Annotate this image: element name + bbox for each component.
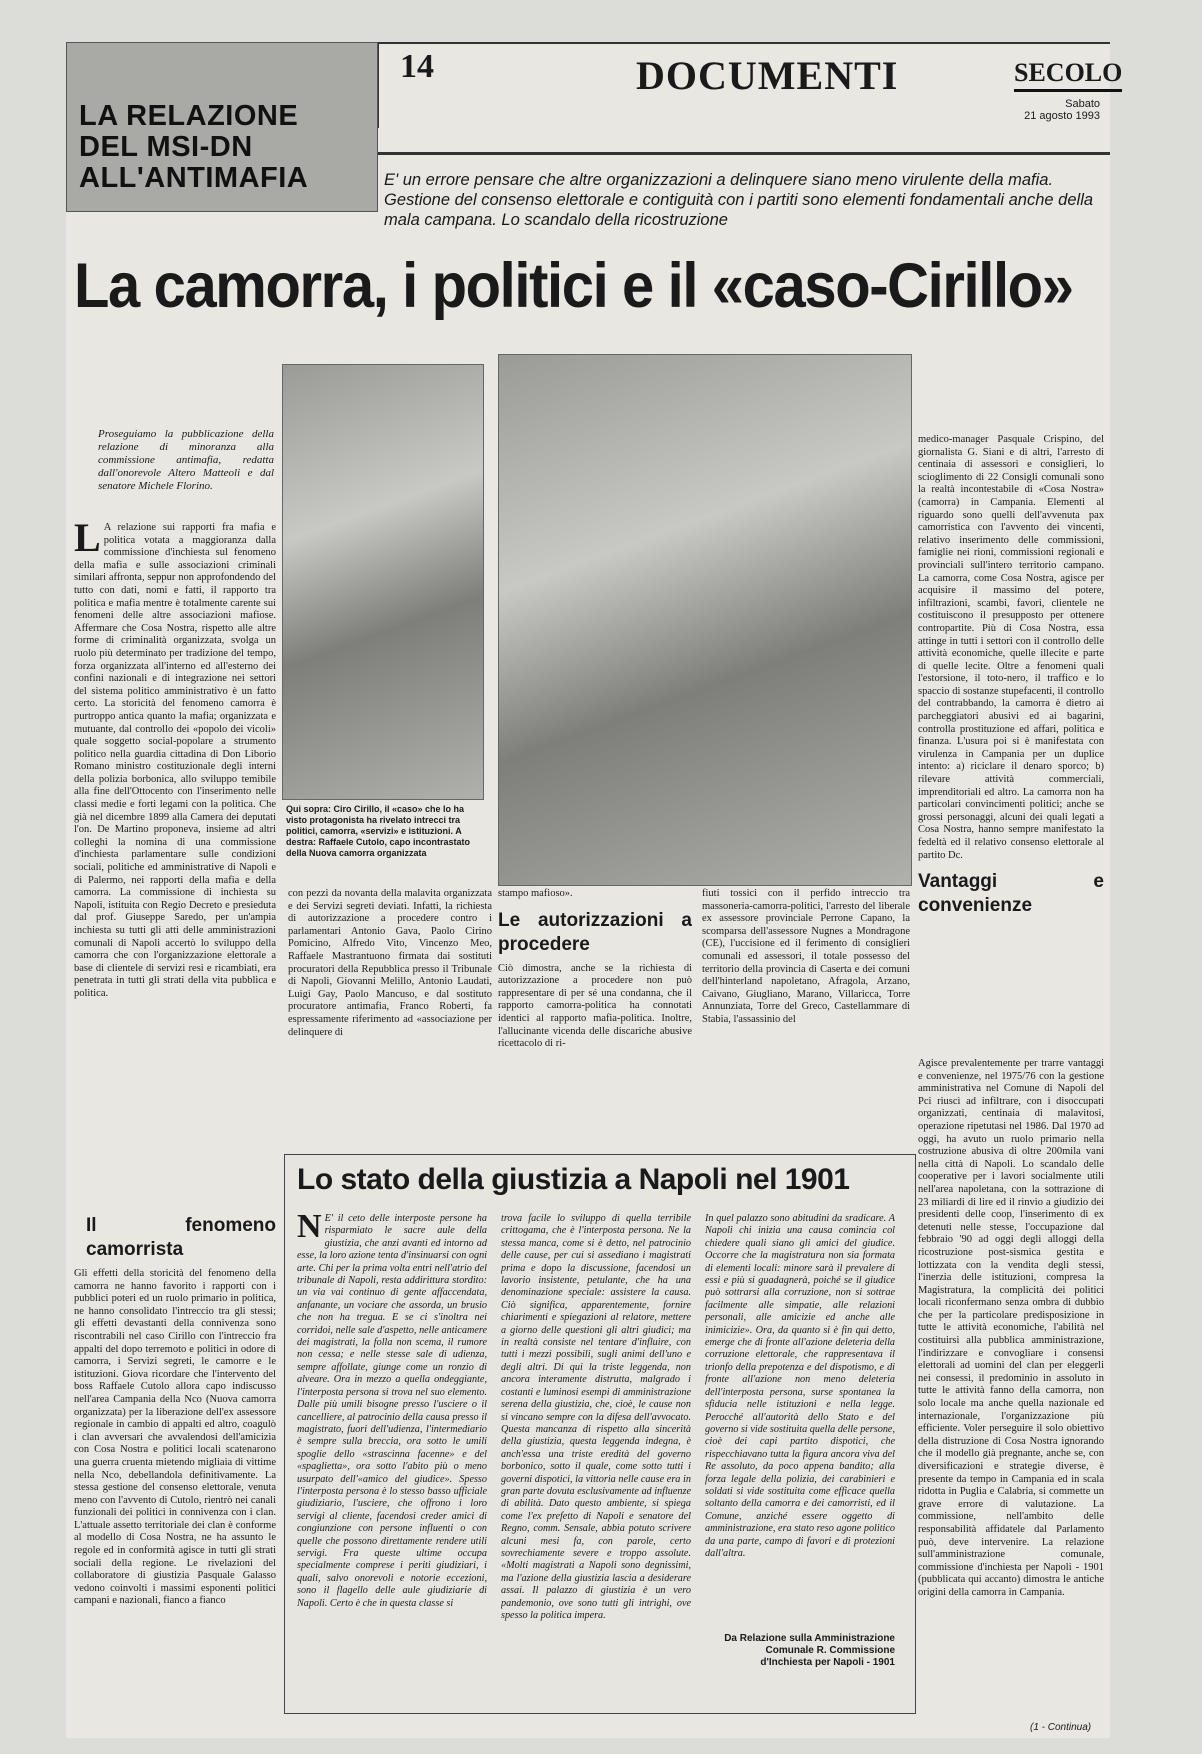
continued-note: (1 - Continua) [1030,1722,1092,1733]
box-column-1 [297,1213,487,1703]
sidebar-box-1901 [284,1154,916,1714]
section-title: DOCUMENTI [636,53,899,98]
article-column-1b [74,1206,276,1726]
article-column-5b: Agisce prevalentemente per trarre vantaggi e convenienze, nel 1975/76 con la gestione amministrativa nel Comune di Napoli del Pci riuscì ad infiltrare, con i disoccupati organizzati, centinaia di malavitosi, operazione ripetutasi nel 1986. Dal 1970 ad oggi, ha avuto un ruolo primario nella costruzione abusiva di oltre 200mila vani nella città di Napoli. Lo scandalo delle cooperative per i lavori socialmente utili nell'area napoletana, con la sottrazione di 23 miliardi di lire ed il rinvio a giudizio dei presidenti delle coop, l'inserimento di ex detenuti nelle stesse, l'occupazione dal febbraio '90 ad oggi degli alloggi della ricostruzione post-sismica gestita e lottizzata con la vendita degli stessi, l'inerzia delle istituzioni, compresa la Magistratura, la complicità dei politici locali riconfermano senza ombra di dubbio che per la particolare predisposizione in tutte le attività economiche, l'abilità nel costituirsi alla pubblica amministrazione, l'indirizzare e convogliare i consensi elettorali ad uomini del clan per eleggerli nei consessi, il predominio in assoluto in tutte le attività fanno della camorra, non solo locale ma anche quella nazionale ed internazionale, l'organizzazione più efficiente. Voler perseguire il solo obiettivo della distruzione di Cosa Nostra ignorando che il modello già pregnante, anche se, con diversificazioni e strategie diverse, è presente da tempo in Campania ed in scala ridotta in Puglia e Calabria, si commette un grave errore di valutazione. La commissione, nell'ambito delle responsabilità affidatele dal Parlamento può, deve intervenire. La relazione sull'amministrazione comunale, commissione d'inchiesta per Napoli - 1901 (pubblicata qui accanto) dimostra le antiche origini della camorra in Campania. [918,1058,1104,1598]
article-column-1 [74,522,276,1202]
photo-ciro-cirillo [282,364,484,800]
header-divider [378,42,379,128]
box-source: Da Relazione sulla Amministrazione Comunale R. Commissione d'Inchiesta per Napoli - 1901 [724,1633,895,1668]
column-text: medico-manager Pasquale Crispino, del giornalista G. Siani e di altri, l'arresto di centinaia di assessori e consiglieri, lo scioglimento di 22 Consigli comunali sono la realtà incontestabile di «Cosa Nostra» (camorra) in Campania. Elementi al riguardo sono quelli dell'avvenuta pax camorristica con l'avvento dei vincenti, relativo inserimento delle commissioni, famiglie nei rioni, commissioni regionali e provinciali sull'intero territorio campano. La camorra, come Cosa Nostra, agisce per acquisire il massimo del potere, infiltrazioni, scambi, favori, clientele ne costituiscono il presupposto per ottenere contropartite. Più di Cosa Nostra, essa attinge in tutti i settori con il controllo delle attività economiche, quelle illecite e parte di quelle lecite. Oltre a fenomeni quali l'estorsione, il toto-nero, il traffico e lo spaccio di sostanze stupefacenti, il controllo del contrabbando, la camorra è dietro ai parcheggiatori abusivi ed ai bagarini, controlla prostituzione ed affari, politica e finanza. L'usura poi si è manifestata con virulenza in Campania per un duplice intento: a) riciclare il denaro sporco; b) rilevare attività commerciali, imprenditoriali ed altro. La camorra non ha particolari convincimenti politici; anche se grossi personaggi, alcuni dei quali legati a Cosa Nostra, hanno sempre manifestato la fedeltà ed il relativo consenso elettorale al partito Dc. [918,434,1104,861]
column-text: Gli effetti della storicità del fenomeno della camorra ne hanno favorito i rapporti con i pubblici poteri ed un ruolo primario in politica, ne hanno consolidato l'intreccio tra gli stessi; gli effetti devastanti della connivenza sono riscontrabili nel caso Cirillo con l'intreccio fra appalti del dopo terremoto e politici in odore di camorra, i Servizi segreti, le camorre e le istituzioni. Giova ricordare che l'intervento del boss Raffaele Cutolo allora capo indiscusso nell'area Campania della Nco (Nuova camorra organizzata) per la liberazione dell'ex assessore regionale in cambio di appalti ed altro, coagulò i clan avversari che avvalendosi dell'amicizia con Cosa Nostra e politici locali scatenarono una guerra cruenta mietendo migliaia di vittime nella Nco, debellandola definitivamente. La stessa gestione del consenso elettorale, venuta meno con l'avvento di Cutolo, rientrò nei canali funzionali dei politici in connivenza con i clan. L'attuale assetto territoriale dei clan è conforme al modello di Cosa Nostra, ne ha assunto le regole ed in conformità agisce in tutti gli strati sociali della regione. Le rivelazioni del collaboratore di giustizia Pasquale Galasso vedono coinvolti i massimi esponenti politici campani e nazionali, fianco a fianco [74,1268,276,1607]
photo-caption: Qui sopra: Ciro Cirillo, il «caso» che lo ha visto protagonista ha rivelato intrecci tra politici, camorra, «servizi» e istituzioni. A destra: Raffaele Cutolo, capo incontrastato della Nuova camorra organizzata [286,804,471,858]
column-text: E' il ceto delle interposte persone ha risparmiato le sacre aule della giustizia, che anzi avanti ed intorno ad esse, la loro azione tenta d'insinuarsi con ogni arte. Chi per la prima volta entri nell'atrio del tribunale di Napoli, resta addirittura stordito: un via vai continuo di gente affaccendata, anfanante, un vociare che assorda, un brusio che non ha tregua. E se ci s'inoltra nei corridoi, nelle sale d'aspetto, nelle anticamere dei magistrati, la folla non scema, il rumore non cessa; e nelle stesse sale di udienza, sempre affollate, giunge come un ronzio di alveare. Ora in mezzo a quella ondeggiante, l'interposta persona si trova nel suo elemento. Dalle più umili bisogne presso l'usciere o il cancelliere, al patrocinio della causa presso il magistrato, fuori dell'udienza, l'intermediario è sempre sulla breccia, ora sotto le umili spoglie dello «strascinna facenne» e del «spaglietta», ora sotto l'abito più o meno usurpato dell'«amico del giudice». Spesso l'interposta persona è lo stesso basso ufficiale giudiziario, l'usciere, che offrono i loro servigi al cliente, facendosi creder amici di congiunzione con persone influenti o con quelle che possono direttamente rendere utili servigi. Fra queste ultime occupa specialmente comprese i periti giudiziari, i quali, salvo onorevoli e notorie eccezioni, sono il flagello delle aule giudiziarie di Napoli. Certo è che in questa classe si [297,1213,487,1609]
page-number: 14 [400,48,434,85]
kicker-title: LA RELAZIONE DEL MSI-DN ALL'ANTIMAFIA [79,100,309,194]
article-column-2: con pezzi da novanta della malavita organizzata e dei Servizi segreti deviati. Infatti, la richiesta di autorizzazione a procedere contro i parlamentari Antonio Gava, Paolo Cirino Pomicino, Alfredo Vito, Vincenzo Meo, Raffaele Mastrantuono firmata dai sostituti procuratori della Repubblica presso il Tribunale di Napoli, Giovanni Melillo, Antonio Laudati, Luigi Gay, Paolo Mancuso, e dal sostituto procuratore antimafia, Franco Roberti, fa espressamente riferimento ad «associazione per delinquere di [288,888,492,1038]
dateline: Sabato 21 agosto 1993 [1024,98,1100,122]
column-text: stampo mafioso». [498,888,573,899]
photo-raffaele-cutolo [498,354,912,886]
drop-cap: L [74,522,101,560]
deck-text: E' un errore pensare che altre organizzazioni a delinquere siano meno virulente della mafia. Gestione del consenso elettorale e contiguità con i partiti sono elementi fondamentali anche della mala campana. Lo scandalo della ricostruzione [384,171,1094,229]
kicker-box [66,42,378,212]
masthead: SECOLO [1014,58,1122,92]
intro-text: Proseguiamo la pubblicazione della relazione di minoranza alla commissione antimafia, redatta dall'onorevole Altero Matteoli e dal senatore Michele Florino. [98,428,274,492]
newspaper-page [66,42,1123,1738]
box-column-3: In quel palazzo sono abitudini da sradicare. A Napoli chi inizia una causa comincia col chiedere quali siano gli amici del giudice. Occorre che la magistratura non sia formata di elementi locali: minore sarà il prevalere di essi e più si guadagnerà, poiché se il giudice può sottrarsi alla corruzione, non si sottrae facilmente alle simpatie, alle relazioni personali, alle amicizie ed anche alle inimicizie». Ora, da quanto si è fin qui detto, emerge che di fronte all'azione deleteria della corruzione elettorale, che rappresentava il trionfo della prepotenza e del dispotismo, e di fronte all'azione non meno deleteria dell'interposta persona, surse spontanea la sfiducia nelle istituzioni e nella legge. Perocché all'autorità dello Stato e del governo si vide sostituita quella delle persone, cioè dei capi partito dispotici, che rispecchiavano tutta la figura ancora viva del Re assoluto, da poco appena bandito; alla forza legale della polizia, dei carabinieri e soldati si vide sostituita come efficace quella soltanto della camorra e dei camorristi, ed il Comune, anziché essere oggetto di amministrazione, era stato reso agone politico da una parte, campo di favori e di protezioni dall'altra. [705,1213,895,1559]
top-rule [378,42,1110,44]
article-column-4: fiuti tossici con il perfido intreccio tra massoneria-camorra-politici, l'arresto del liberale ex assessore provinciale Perrone Capano, la scomparsa dell'assessore Nugnes a Mondragone (CE), l'uccisione ed il ferimento di consiglieri comunali ed assessori, il totale possesso del territorio della provincia di Caserta e dei comuni dell'hinterland napoletano, Afragola, Arzano, Caivano, Giugliano, Marano, Villaricca, Torre Annunziata, Torre del Greco, Castellammare di Stabia, l'assassinio del [702,888,910,1025]
subhead-autorizzazioni: Le autorizzazioni a procedere [498,909,692,955]
deck-rule [378,152,1110,155]
box-title: Lo stato della giustizia a Napoli nel 1901 [297,1163,850,1196]
subhead-fenomeno: Il fenomeno camorrista [86,1215,276,1260]
article-column-3 [498,888,692,1146]
drop-cap: N [297,1213,322,1245]
subhead-vantaggi: Vantaggi e convenienze [918,871,1104,917]
box-column-2: trova facile lo sviluppo di quella terribile crittogama, che è l'interposta persona. Ne la stessa manca, come si è detto, nel patrocinio delle cause, per cui si assediano i magistrati prima e dopo la discussione, facendosi un lavorio insistente, petulante, che ha una denominazione speciale: assistere la causa. Ciò significa, apparentemente, fornire chiarimenti e spiegazioni al relatore, mettere a giorno delle questioni gli altri giudici; ma in realtà consiste nel tentare d'influire, con tutti i mezzi possibili, sugli animi dell'uno e degli altri. Di qui la triste leggenda, non ancora interamente distrutta, malgrado i costanti e luminosi esempi di amministrazione serena della giustizia, che, cioè, le cause non si vincano sempre con la difesa dell'avvocato. Questa mancanza di rispetto alla sincerità della giustizia, questa leggenda indegna, è anch'essa una triste eredità del governo borbonico, sotto il quale, come sotto tutti i governi dispotici, la vittoria nelle cause era in gran parte dovuta esclusivamente ad influenze di abilità. Dato questo ambiente, si spiega come l'ex prefetto di Napoli e senatore del Regno, comm. Sensale, abbia potuto scrivere alcuni mesi fa, con parole, certo sovrechiamente severe e troppo assolute. «Molti magistrati a Napoli sono degnissimi, ma l'azione della giustizia lascia a desiderare assai. Il palazzo di giustizia è un vero pandemonio, ove sono tutti gli intrighi, ove spesso la politica impera. [501,1213,691,1621]
article-column-5 [918,434,1104,1054]
headline: La camorra, i politici e il «caso-Cirillo» [74,251,1073,321]
column-text: A relazione sui rapporti fra mafia e politica votata a maggioranza dalla commissione d'inchiesta sul fenomeno della mafia e sulle associazioni criminali similari affronta, seppur non approfondendo del tutto con dati, nomi e fatti, il rapporto tra politica e mafia mentre è totalmente carente sui fenomeni delle altre associazioni mafiose. Affermare che Cosa Nostra, rispetto alle altre forme di criminalità organizzata, svolga un ruolo più determinato per tradizione del tempo, forza organizzata all'interno ed all'esterno dei confini nazionali e di integrazione nei settori del sistema politico amministrativo è un fatto certo. La storicità del fenomeno camorra è purtroppo antica quanto la mafia; organizzata e mutuante, dal controllo dei «popolo dei vicoli» quale soggetto social-popolare a strumento politico nella guardia cittadina di Don Liborio Romano ministro costituzionale degli interni della polizia borbonica, allo sviluppo temibile alla fine dell'Ottocento con l'inserimento nelle classi medie e forti legami con la politica. Che già nel dicembre 1899 alla Camera dei deputati l'on. De Martino proponeva, insieme ad altri colleghi la nomina di una commissione d'inchiesta parlamentare sulle condizioni sociali, politiche ed amministrative di Napoli e di Palermo, nei rapporti della mafia e della camorra. La commissione di inchiesta su Napoli, istituita con Regio Decreto e presieduta dal prof. Giuseppe Saredo, per un'ampia inchiesta su tutti gli atti delle amministrazioni comunali di Napoli accertò lo sviluppo della camorra che con l'organizzazione elettorale a base di clientele di servizi resi e ricambiati, era penetrata in tutti gli strati della vita pubblica e politica. [74,522,276,999]
column-text: Ciò dimostra, anche se la richiesta di autorizzazione a procedere non può rappresentare di per sé una condanna, che il rapporto camorra-politica ha connotati identici al rapporto mafia-politica. Inoltre, l'allucinante vicenda delle discariche abusive ricettacolo di ri- [498,962,692,1050]
